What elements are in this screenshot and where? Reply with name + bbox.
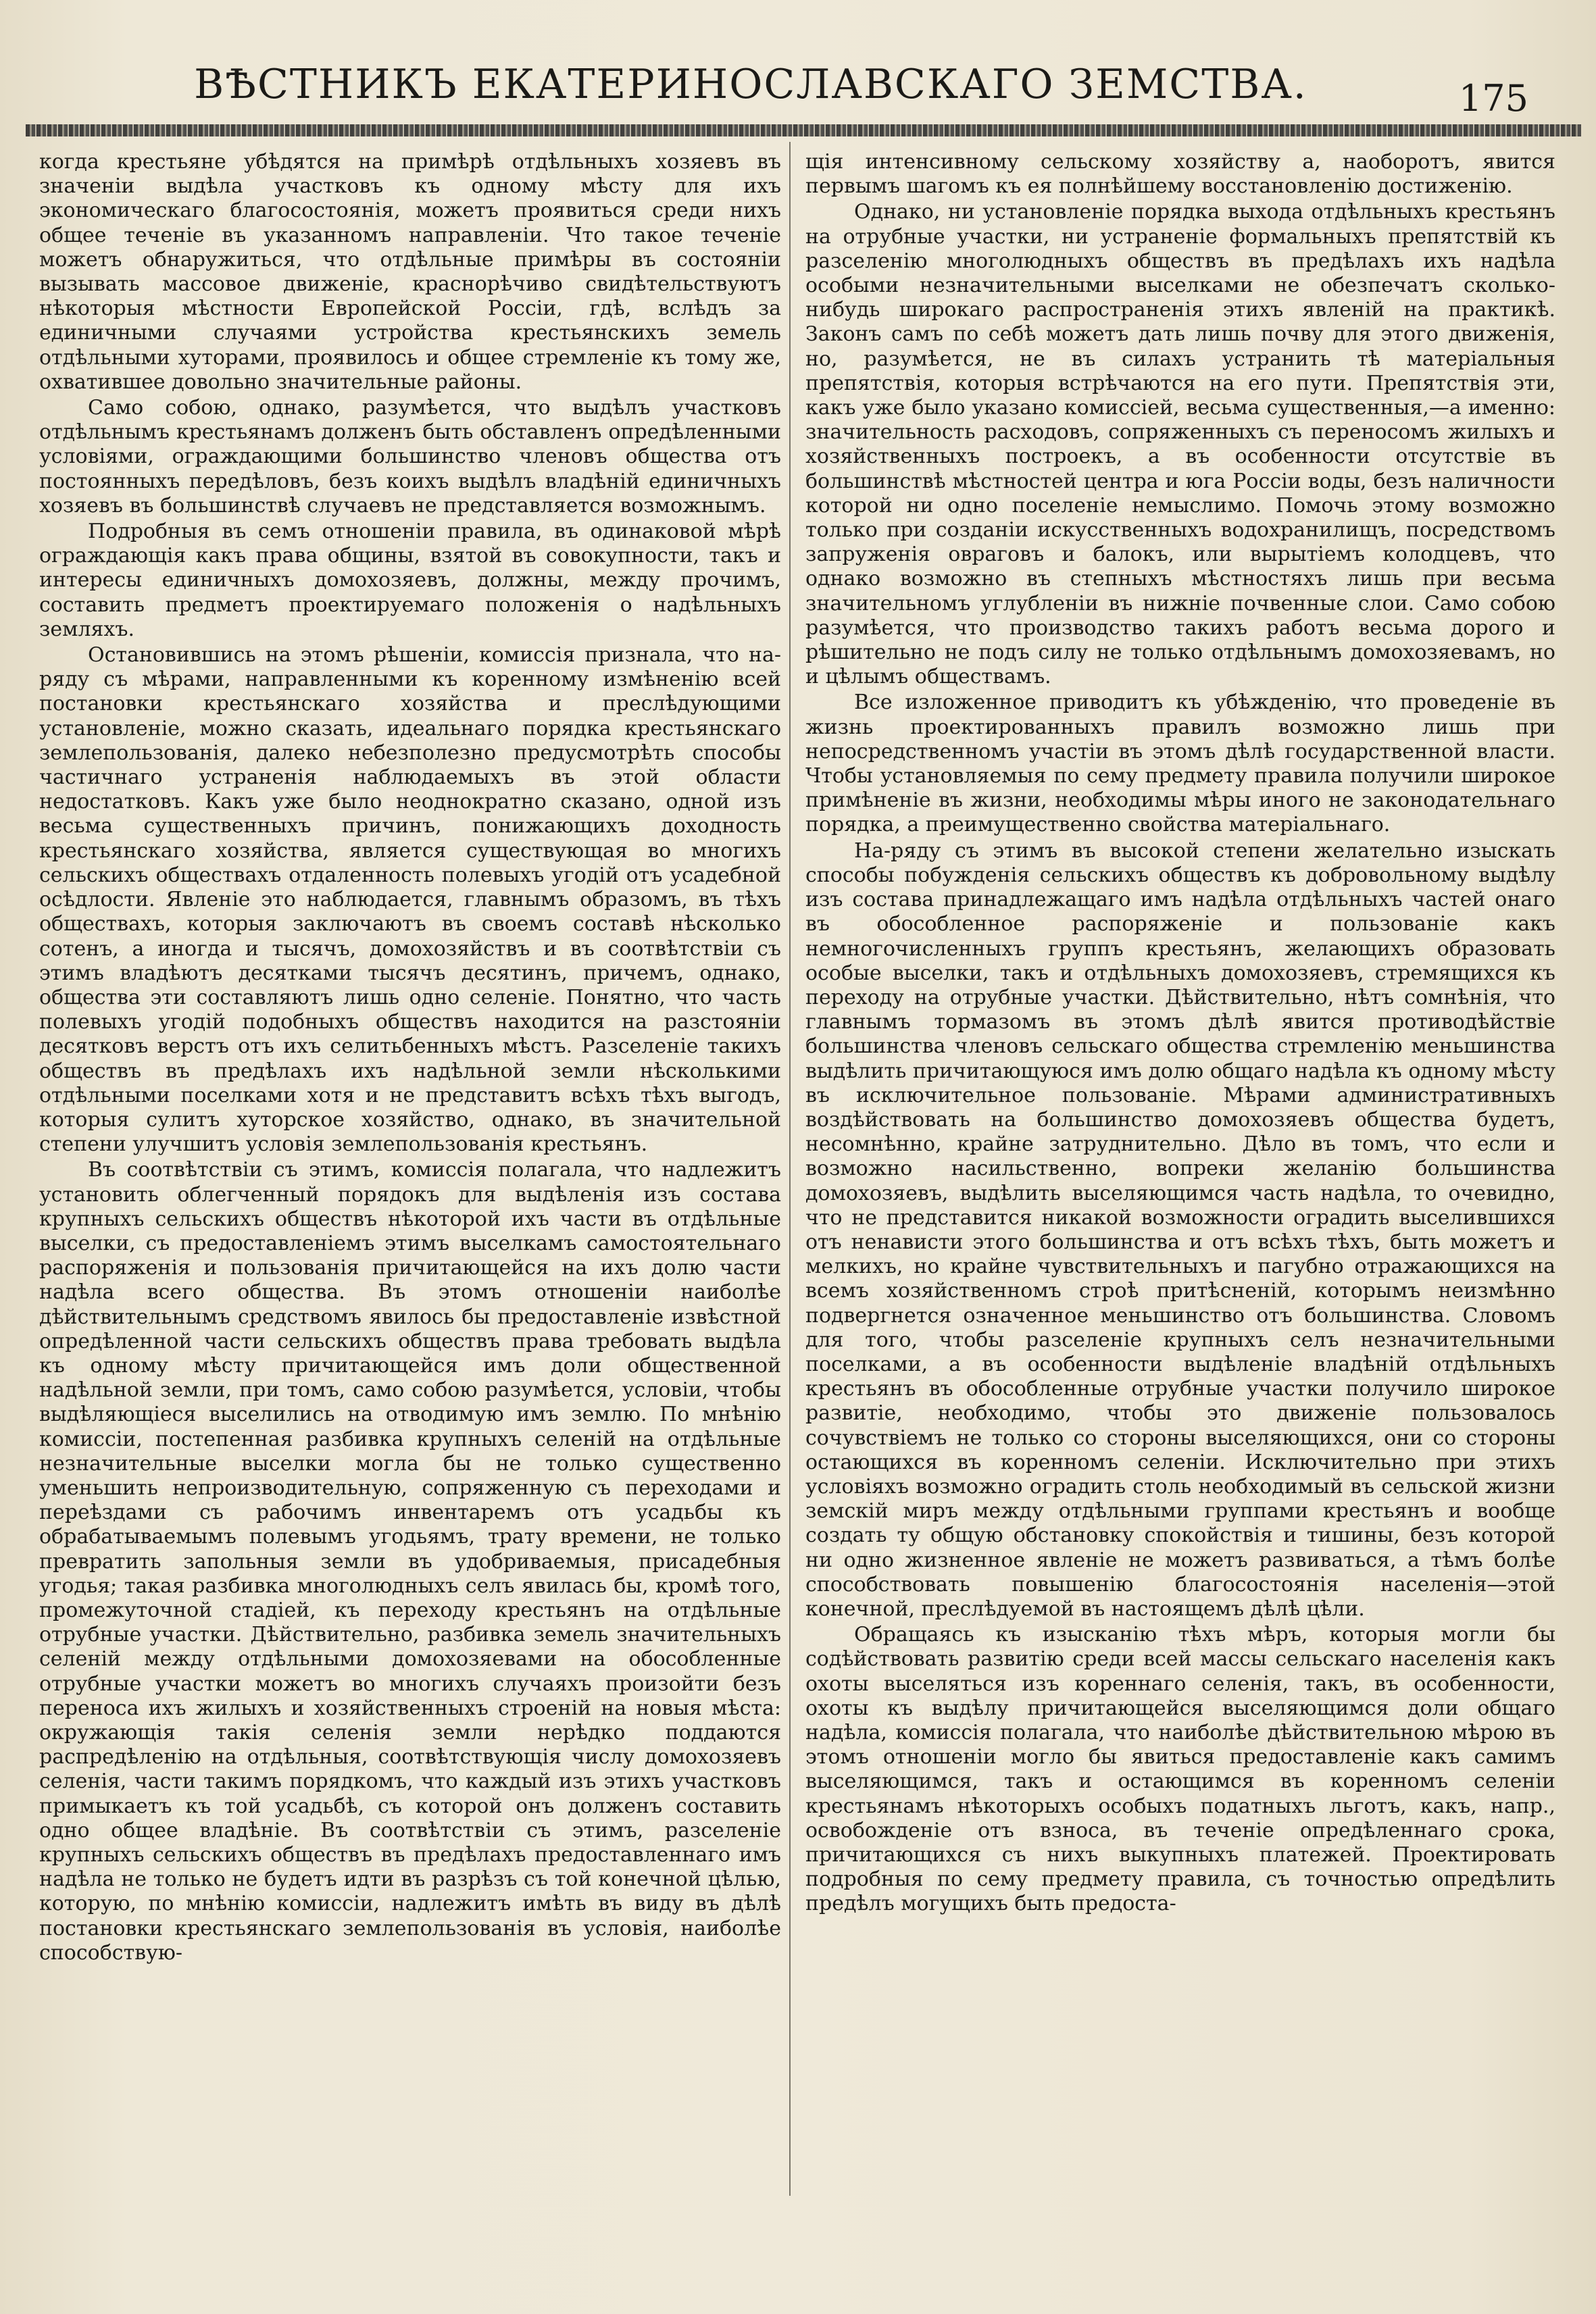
paragraph: Однако, ни установленiе порядка выхода отдѣльныхъ крестьянъ на отрубные участки, ни устраненiе формальныхъ препятствiй къ разселенiю многолюдныхъ обществъ въ предѣлахъ ихъ надѣла особыми незначительными выселками не обезпечатъ сколько-нибудь широкаго распространенiя этихъ явленiй на практикѣ. Законъ самъ по себѣ можетъ дать лишь почву для этого движенiя, но, разумѣется, не въ силахъ устранить тѣ матерiальныя препятствiя, которыя встрѣчаются на его пути. Препятствiя эти, какъ уже было указано комиссiей, весьма существенныя,—а именно: значительность расходовъ, сопряженныхъ съ переносомъ жилыхъ и хозяйственныхъ построекъ, а въ особенности отсутствiе въ большинствѣ мѣстностей центра и юга Россiи воды, безъ наличности которой ни одно поселенiе немыслимо. Помочь этому возможно только при созданiи искусственныхъ водохранилищъ, посредствомъ запруженiя овраговъ и балокъ, или вырытiемъ колодцевъ, что однако возможно въ степныхъ мѣстностяхъ лишь при весьма значительномъ углубленiи въ нижнiе почвенные слои. Само собою разумѣется, что производство такихъ работъ весьма дорого и рѣшительно не подъ силу не только отдѣльнымъ домохозяевамъ, но и цѣлымъ обществамъ. <box>805 200 1555 689</box>
paragraph: когда крестьяне убѣдятся на примѣрѣ отдѣльныхъ хозяевъ въ значенiи выдѣла участковъ къ одному мѣсту для ихъ экономическаго благосостоянiя, можетъ проявиться среди нихъ общее теченiе въ указанномъ направленiи. Что такое теченiе можетъ обнаружиться, что отдѣльные примѣры въ состоянiи вызывать массовое движенiе, краснорѣчиво свидѣтельствуютъ нѣкоторыя мѣстности Европейской Россiи, гдѣ, вслѣдъ за единичными случаями устройства крестьянскихъ земель отдѣльными хуторами, проявилось и общее стремленiе къ тому же, охватившее довольно значительные районы. <box>39 150 781 394</box>
paragraph: Само собою, однако, разумѣется, что выдѣлъ участковъ отдѣльнымъ крестьянамъ долженъ быть обставленъ опредѣленными условiями, ограждающими большинство членовъ общества отъ постоянныхъ передѣловъ, безъ коихъ выдѣлъ владѣнiй единичныхъ хозяевъ въ большинствѣ случаевъ не представляется возможнымъ. <box>39 396 781 518</box>
paragraph: Все изложенное приводитъ къ убѣжденiю, что проведенiе въ жизнь проектированныхъ правилъ возможно лишь при непосредственномъ участiи въ этомъ дѣлѣ государственной власти. Чтобы установляемыя по сему предмету правила получили широкое примѣненiе въ жизни, необходимы мѣры иного не законодательнаго порядка, а преимущественно свойства матерiальнаго. <box>805 690 1555 837</box>
page-number: 175 <box>1458 77 1528 120</box>
journal-title: ВѢСТНИКЪ ЕКАТЕРИНОСЛАВСКАГО ЗЕМСТВА. <box>194 61 1307 108</box>
paragraph: Обращаясь къ изысканiю тѣхъ мѣръ, которыя могли бы содѣйствовать развитiю среди всей массы сельскаго населенiя какъ охоты выселяться изъ кореннаго селенiя, такъ, въ особенности, охоты къ выдѣлу причитающейся выселяющимся доли общаго надѣла, комиссiя полагала, что наиболѣе дѣйствительною мѣрою въ этомъ отношенiи могло бы явиться предоставленiе какъ самимъ выселяющимся, такъ и остающимся въ коренномъ селенiи крестьянамъ нѣкоторыхъ особыхъ податныхъ льготъ, какъ, напр., освобожденiе отъ взноса, въ теченiе опредѣленнаго срока, причитающихся съ нихъ выкупныхъ платежей. Проектировать подробныя по сему предмету правила, съ точностью опредѣлить предѣлъ могущихъ быть предоста- <box>805 1623 1555 1916</box>
paragraph: Остановившись на этомъ рѣшенiи, комиссiя признала, что на-ряду съ мѣрами, направленными къ коренному измѣненiю всей постановки крестьянскаго хозяйства и преслѣдующими установленiе, можно сказать, идеальнаго порядка крестьянскаго землепользованiя, далеко небезполезно предусмотрѣть способы частичнаго устраненiя наблюдаемыхъ въ этой области недостатковъ. Какъ уже было неоднократно сказано, одной изъ весьма существенныхъ причинъ, понижающихъ доходность крестьянскаго хозяйства, является существующая во многихъ сельскихъ обществахъ отдаленность полевыхъ угодiй отъ усадебной осѣдлости. Явленiе это наблюдается, главнымъ образомъ, въ тѣхъ обществахъ, которыя заключаютъ въ своемъ составѣ нѣсколько сотенъ, а иногда и тысячъ, домохозяйствъ и въ соотвѣтствiи съ этимъ владѣютъ десятками тысячъ десятинъ, причемъ, однако, общества эти составляютъ лишь одно селенiе. Понятно, что часть полевыхъ угодiй подобныхъ обществъ находится на разстоянiи десятковъ верстъ отъ ихъ селитьбенныхъ мѣстъ. Разселенiе такихъ обществъ въ предѣлахъ ихъ надѣльной земли нѣсколькими отдѣльными поселками хотя и не представитъ всѣхъ тѣхъ выгодъ, которыя сулитъ хуторское хозяйство, однако, въ значительной степени улучшитъ условiя землепользованiя крестьянъ. <box>39 643 781 1157</box>
paragraph: Въ соотвѣтствiи съ этимъ, комиссiя полагала, что надлежитъ установить облегченный порядокъ для выдѣленiя изъ состава крупныхъ сельскихъ обществъ нѣкоторой ихъ части въ отдѣльные выселки, съ предоставленiемъ этимъ выселкамъ самостоятельнаго распоряженiя и пользованiя причитающейся на ихъ долю части надѣла всего общества. Въ этомъ отношенiи наиболѣе дѣйствительнымъ средствомъ явилось бы предоставленiе извѣстной опредѣленной части сельскихъ обществъ права требовать выдѣла къ одному мѣсту причитающейся имъ доли общественной надѣльной земли, при томъ, само собою разумѣется, условiи, чтобы выдѣляющiеся выселились на отводимую имъ землю. По мнѣнiю комиссiи, постепенная разбивка крупныхъ селенiй на отдѣльные незначительные выселки могла бы не только существенно уменьшить непроизводительную, сопряженную съ переходами и переѣздами съ рабочимъ инвентаремъ отъ усадьбы къ обрабатываемымъ полевымъ угодьямъ, трату времени, не только превратить запольныя земли въ удобриваемыя, присадебныя угодья; такая разбивка многолюдныхъ селъ явилась бы, кромѣ того, промежуточной стадiей, къ переходу крестьянъ на отдѣльные отрубные участки. Дѣйствительно, разбивка земель значительныхъ селенiй между отдѣльными домохозяевами на обособленные отрубные участки можетъ во многихъ случаяхъ произойти безъ переноса ихъ жилыхъ и хозяйственныхъ строенiй на новыя мѣста: окружающiя такiя селенiя земли нерѣдко поддаются распредѣленiю на отдѣльныя, соотвѣтствующiя числу домохозяевъ селенiя, части такимъ порядкомъ, что каждый изъ этихъ участковъ примыкаетъ къ той усадьбѣ, съ которой онъ долженъ составить одно общее владѣнiе. Въ соотвѣтствiи съ этимъ, разселенiе крупныхъ сельскихъ обществъ въ предѣлахъ предоставленнаго имъ надѣла не только не будетъ идти въ разрѣзъ съ той конечной цѣлью, которую, по мнѣнiю комиссiи, надлежитъ имѣть въ виду въ дѣлѣ постановки крестьянскаго землепользованiя въ условiя, наиболѣе способствую- <box>39 1158 781 1965</box>
paragraph: щiя интенсивному сельскому хозяйству а, наоборотъ, явится первымъ шагомъ къ ея полнѣйшему восстановленiю достиженiю. <box>805 150 1555 199</box>
paragraph: На-ряду съ этимъ въ высокой степени желательно изыскать способы побужденiя сельскихъ обществъ къ добровольному выдѣлу изъ состава принадлежащаго имъ надѣла отдѣльныхъ частей онаго въ обособленное распоряженiе и пользованiе какъ немногочисленныхъ группъ крестьянъ, желающихъ образовать особые выселки, такъ и отдѣльныхъ домохозяевъ, стремящихся къ переходу на отрубные участки. Дѣйствительно, нѣтъ сомнѣнiя, что главнымъ тормазомъ въ этомъ дѣлѣ явится противодѣйствiе большинства членовъ сельскаго общества стремленiю меньшинства выдѣлить причитающуюся имъ долю общаго надѣла къ одному мѣсту въ исключительное пользованiе. Мѣрами административныхъ воздѣйствовать на большинство домохозяевъ общества будетъ, несомнѣнно, крайне затруднительно. Дѣло въ томъ, что если и возможно насильственно, вопреки желанiю большинства домохозяевъ, выдѣлить выселяющимся часть надѣла, то очевидно, что не представится никакой возможности оградить выселившихся отъ ненависти этого большинства и отъ всѣхъ тѣхъ, быть можетъ и мелкихъ, но крайне чувствительныхъ и пагубно отражающихся на всемъ хозяйственномъ строѣ притѣсненiй, которымъ неизмѣнно подвергнется означенное меньшинство отъ большинства. Словомъ для того, чтобы разселенiе крупныхъ селъ незначительными поселками, а въ особенности выдѣленiе владѣнiй отдѣльныхъ крестьянъ въ обособленные отрубные участки получило широкое развитiе, необходимо, чтобы это движенiе пользовалось сочувствiемъ не только со стороны выселяющихся, они со стороны остающихся въ коренномъ селенiи. Исключительно при этихъ условiяхъ возможно оградить столь необходимый въ сельской жизни земскiй миръ между отдѣльными группами крестьянъ и вообще создать ту общую обстановку спокойствiя и тишины, безъ которой ни одно жизненное явленiе не можетъ развиваться, а тѣмъ болѣе способствовать повышенiю благосостоянiя населенiя—этой конечной, преслѣдуемой въ настоящемъ дѣлѣ цѣли. <box>805 838 1555 1621</box>
running-header <box>41 47 1569 128</box>
right-column <box>805 150 1555 1918</box>
column-divider <box>789 142 791 2196</box>
paragraph: Подробныя въ семъ отношенiи правила, въ одинаковой мѣрѣ ограждающiя какъ права общины, взятой въ совокупности, такъ и интересы единичныхъ домохозяевъ, должны, между прочимъ, составить предметъ проектируемаго положенiя о надѣльныхъ земляхъ. <box>39 520 781 641</box>
left-column <box>39 150 781 1967</box>
header-rule <box>26 124 1581 136</box>
